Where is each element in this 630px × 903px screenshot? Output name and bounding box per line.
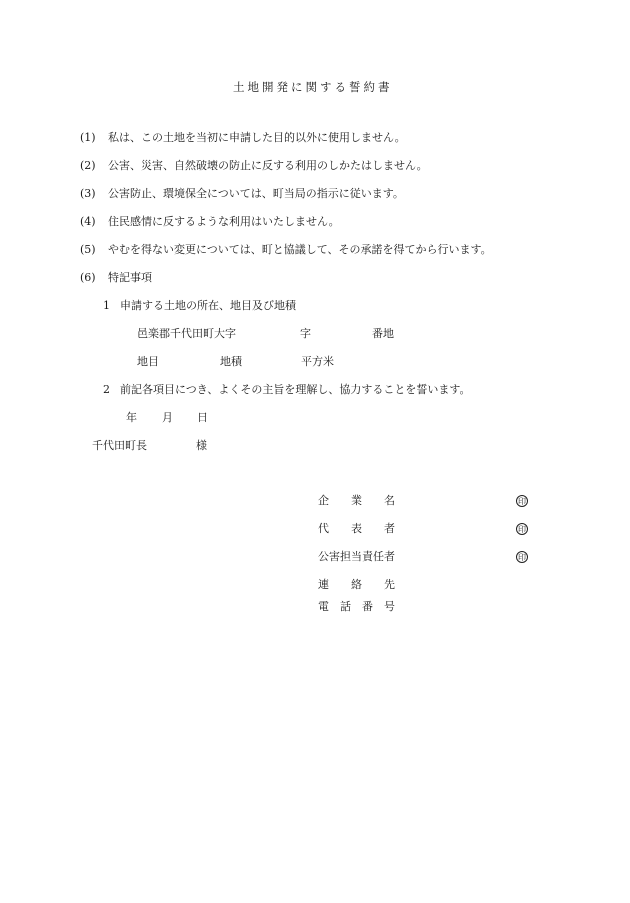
phone-number-label: 電 話 番 号: [318, 600, 395, 613]
item-number: 2: [103, 383, 110, 396]
location-aza: 字: [300, 327, 311, 340]
clause-number: (1): [80, 131, 96, 144]
company-name-label: 企 業 名: [318, 494, 395, 507]
date-year: 年: [126, 411, 137, 424]
land-unit: 平方米: [301, 355, 334, 368]
clause-text: やむを得ない変更については、町と協議して、その承諾を得てから行います。: [108, 243, 492, 256]
location-town: 邑楽郡千代田町大字: [137, 327, 236, 340]
clause-number: (6): [80, 271, 96, 284]
clause-text: 特記事項: [108, 271, 152, 284]
land-chiseki: 地積: [220, 355, 242, 368]
seal-mark: 印: [518, 497, 526, 506]
item-text: 申請する土地の所在、地目及び地積: [120, 299, 296, 312]
document-title: 土地開発に関する誓約書: [233, 80, 393, 94]
date-day: 日: [197, 411, 208, 424]
seal-mark: 印: [518, 553, 526, 562]
clause-number: (2): [80, 159, 96, 172]
item-number: 1: [103, 299, 110, 312]
clause-text: 私は、この土地を当初に申請した目的以外に使用しません。: [108, 131, 406, 144]
clause-number: (4): [80, 215, 96, 228]
land-chimoku: 地目: [137, 355, 159, 368]
clause-text: 公害、災害、自然破壊の防止に反する利用のしかたはしません。: [108, 159, 428, 172]
addressee-honorific: 様: [196, 439, 207, 452]
clause-text: 公害防止、環境保全については、町当局の指示に従います。: [108, 187, 404, 200]
pollution-manager-label: 公害担当責任者: [318, 550, 395, 563]
representative-label: 代 表 者: [318, 522, 395, 535]
addressee-name: 千代田町長: [92, 439, 147, 452]
contact-label: 連 絡 先: [318, 578, 395, 591]
clause-number: (3): [80, 187, 96, 200]
item-text: 前記各項目につき、よくその主旨を理解し、協力することを誓います。: [120, 383, 471, 396]
seal-mark: 印: [518, 525, 526, 534]
date-month: 月: [162, 411, 173, 424]
clause-text: 住民感情に反するような利用はいたしません。: [108, 215, 340, 228]
location-banchi: 番地: [372, 327, 394, 340]
clause-number: (5): [80, 243, 96, 256]
